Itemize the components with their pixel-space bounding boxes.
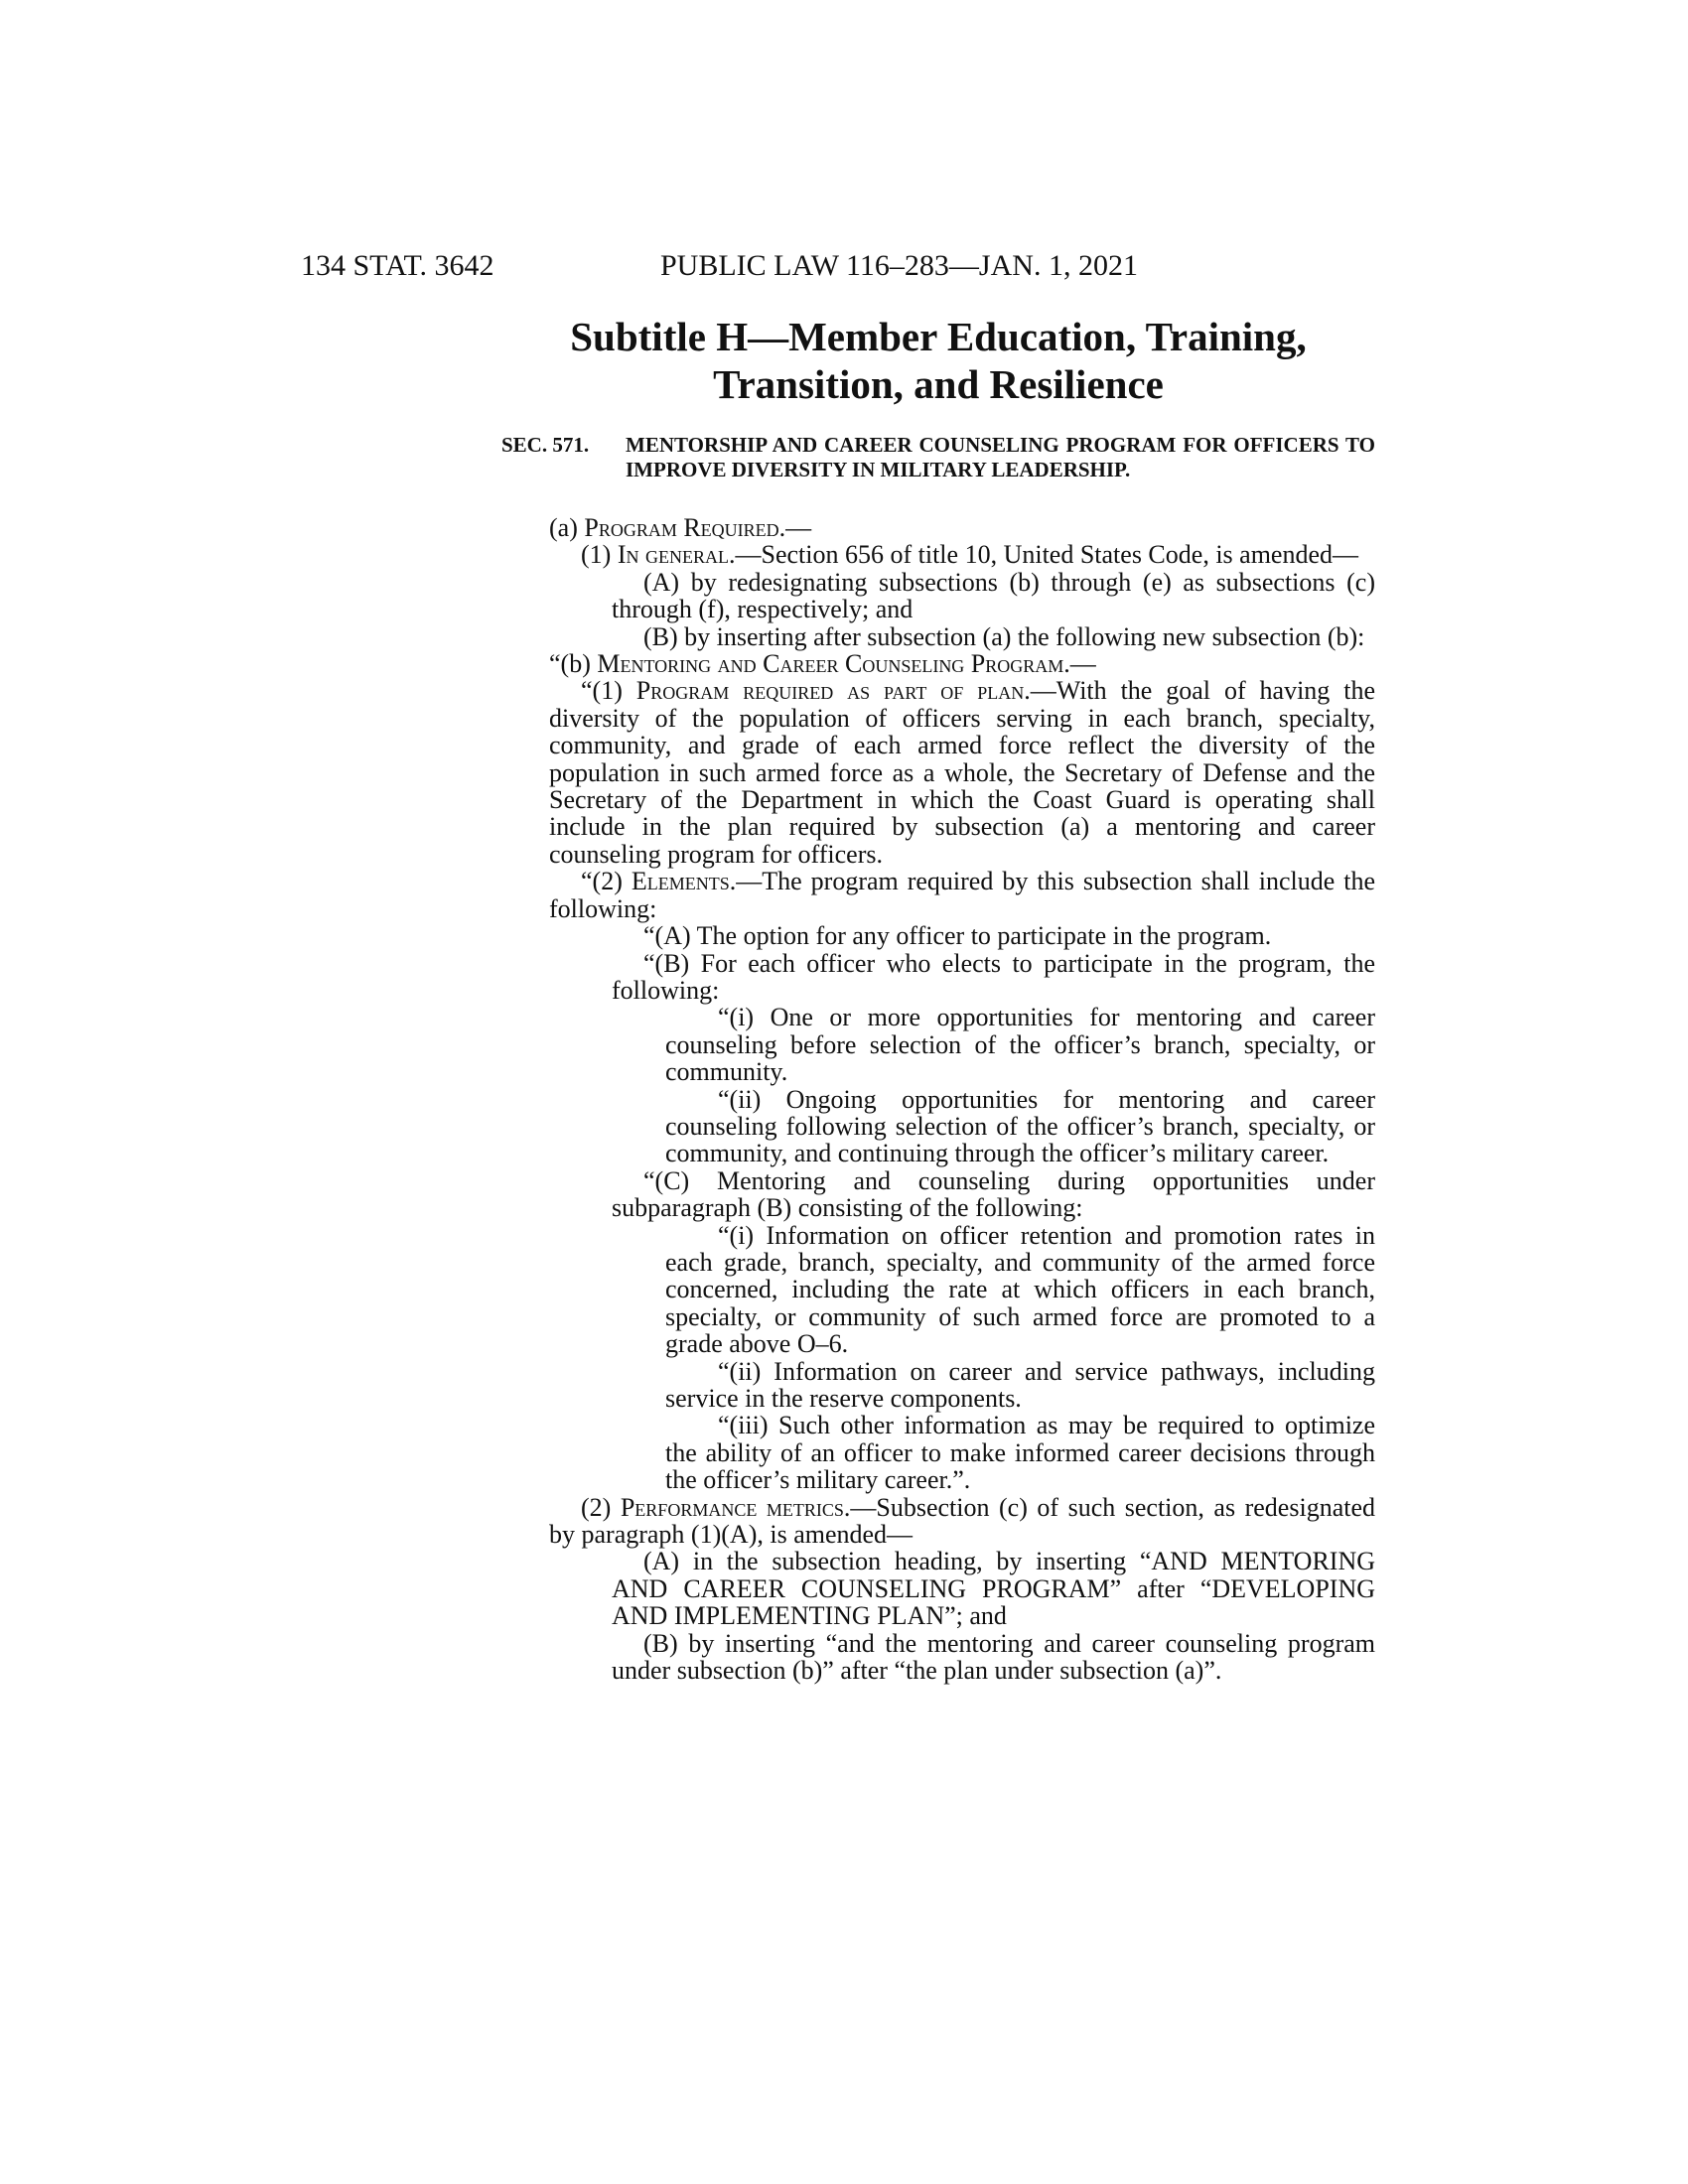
paragraph-text: .—The program required by this subsection shall include the following: — [549, 867, 1376, 923]
paragraph — [549, 541, 1375, 568]
paragraph-text: “(ii) Ongoing opportunities for mentoring and career counseling following selection of the officer’s branch, specialty, or community, and continuing through the officer’s military career. — [665, 1084, 1375, 1168]
paragraph-heading: Program Required — [584, 513, 779, 542]
paragraph — [549, 1412, 1375, 1493]
paragraph-lead: “(b) — [549, 649, 598, 679]
paragraph — [549, 1630, 1375, 1685]
paragraph-text: .— — [1063, 649, 1096, 679]
paragraph — [549, 650, 1375, 677]
paragraph — [549, 950, 1375, 1005]
paragraph-text: “(A) The option for any officer to participate in the program. — [643, 921, 1272, 951]
paragraph — [549, 1222, 1375, 1358]
paragraph-text: “(iii) Such other information as may be required to optimize the ability of an officer to make informed career decisions through the officer’s military career.”. — [665, 1411, 1375, 1495]
paragraph-lead: (a) — [549, 513, 585, 542]
paragraph — [549, 1004, 1375, 1085]
paragraph-lead: (1) — [581, 540, 618, 570]
paragraph-lead: “(1) — [581, 676, 636, 706]
section-heading — [501, 433, 1375, 482]
paragraph — [549, 1548, 1375, 1629]
paragraph — [549, 677, 1375, 868]
paragraph-text: “(i) Information on officer retention and promotion rates in each grade, branch, specialty, and community of the armed force concerned, including the rate at which officers in each branch, specialty, or community of such armed force are promoted to a grade above O–6. — [665, 1220, 1375, 1359]
paragraph-text: (B) by inserting after subsection (a) the following new subsection (b): — [643, 621, 1365, 651]
paragraph-text: .— — [778, 513, 812, 542]
paragraph — [549, 868, 1375, 922]
subtitle-heading — [501, 313, 1375, 408]
section-number: SEC. 571. — [501, 433, 590, 457]
paragraph — [549, 1358, 1375, 1413]
paragraph-text: “(B) For each officer who elects to participate in the program, the following: — [612, 948, 1375, 1005]
paragraph-heading: Elements — [631, 867, 730, 896]
section-title: MENTORSHIP AND CAREER COUNSELING PROGRAM FOR OFFICERS TO IMPROVE DIVERSITY IN MILITARY LEADERSHIP. — [626, 433, 1375, 481]
stat-citation: 134 STAT. 3642 — [301, 249, 494, 282]
paragraph-text: .—Section 656 of title 10, United States Code, is amended— — [728, 540, 1359, 570]
paragraph — [549, 1086, 1375, 1167]
subtitle-line-1: Subtitle H—Member Education, Training, — [570, 314, 1307, 359]
paragraph-text: (B) by inserting “and the mentoring and career counseling program under subsection (b)” after “the plan under subsection (a)”. — [612, 1628, 1375, 1686]
paragraph-text: “(i) One or more opportunities for mentoring and career counseling before selection of the officer’s branch, specialty, or community. — [665, 1003, 1375, 1087]
paragraph — [549, 623, 1375, 650]
paragraph-text: “(ii) Information on career and service pathways, including service in the reserve components. — [665, 1356, 1375, 1413]
paragraph-text: (A) by redesignating subsections (b) through (e) as subsections (c) through (f), respectively; and — [612, 567, 1375, 624]
law-citation: PUBLIC LAW 116–283—JAN. 1, 2021 — [660, 249, 1138, 282]
paragraph-text: (A) in the subsection heading, by inserting “AND MENTORING AND CAREER COUNSELING PROGRAM” after “DEVELOPING AND IMPLEMENTING PLAN”; and — [612, 1547, 1375, 1631]
paragraph-heading: Program required as part of plan — [635, 676, 1025, 706]
paragraph-heading: Mentoring and Career Counseling Program — [597, 649, 1064, 679]
paragraph-heading: In general — [617, 540, 729, 570]
paragraph-lead: (2) — [581, 1492, 621, 1522]
paragraph — [549, 514, 1375, 541]
paragraph-text: .—Subsection (c) of such section, as redesignated by paragraph (1)(A), is amended— — [549, 1492, 1375, 1550]
paragraph — [549, 569, 1375, 623]
subtitle-line-2: Transition, and Resilience — [713, 361, 1164, 407]
paragraph-text: “(C) Mentoring and counseling during opportunities under subparagraph (B) consisting of the following: — [612, 1165, 1375, 1223]
paragraph-text: .—With the goal of having the diversity of the population of officers serving in each branch, specialty, community, and grade of each armed force reflect the diversity of the population in such armed force as a whole, the Secretary of Defense and the Secretary of the Department in which the Coast Guard is operating shall include in the plan required by subsection (a) a mentoring and career counseling program for officers. — [549, 676, 1375, 869]
running-head — [301, 249, 1378, 289]
paragraph — [549, 922, 1375, 949]
section-body — [549, 514, 1375, 1684]
paragraph-heading: Performance metrics — [620, 1492, 844, 1522]
paragraph-lead: “(2) — [581, 867, 632, 896]
paragraph — [549, 1167, 1375, 1222]
paragraph — [549, 1494, 1375, 1549]
